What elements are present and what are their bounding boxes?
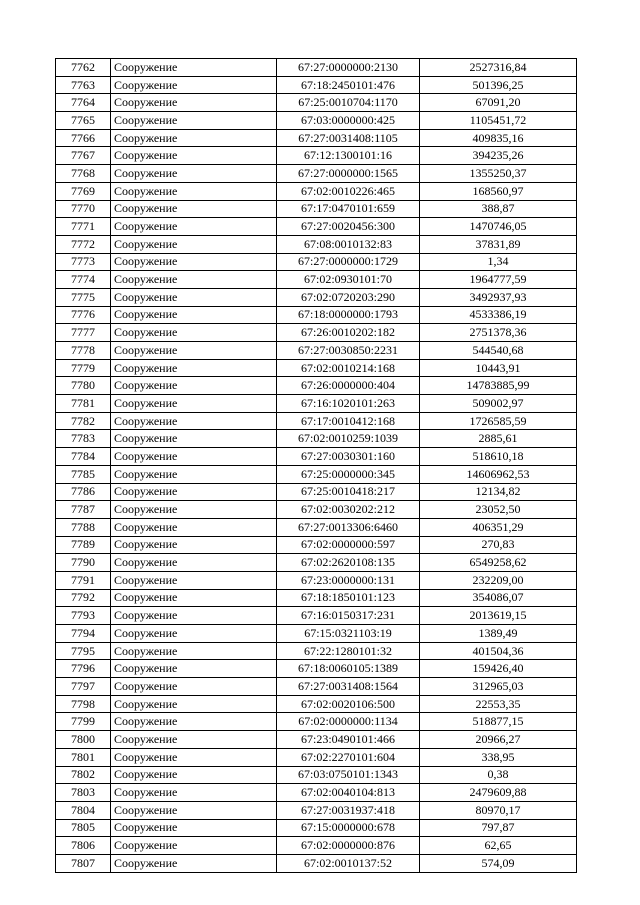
row-number-cell: 7803 bbox=[56, 784, 111, 802]
cadastral-number-cell: 67:27:0000000:1729 bbox=[277, 253, 420, 271]
cadastral-value-cell: 1355250,37 bbox=[420, 165, 577, 183]
row-number-cell: 7781 bbox=[56, 395, 111, 413]
object-type-cell: Сооружение bbox=[111, 784, 277, 802]
table-row bbox=[56, 94, 577, 112]
object-type-cell: Сооружение bbox=[111, 253, 277, 271]
object-type-cell: Сооружение bbox=[111, 200, 277, 218]
table-row bbox=[56, 253, 577, 271]
row-number-cell: 7768 bbox=[56, 165, 111, 183]
cadastral-value-cell: 409835,16 bbox=[420, 129, 577, 147]
cadastral-value-cell: 1,34 bbox=[420, 253, 577, 271]
cadastral-value-cell: 2013619,15 bbox=[420, 607, 577, 625]
cadastral-value-cell: 574,09 bbox=[420, 854, 577, 872]
cadastral-value-cell: 1389,49 bbox=[420, 625, 577, 643]
cadastral-number-cell: 67:02:0720203:290 bbox=[277, 288, 420, 306]
cadastral-value-cell: 501396,25 bbox=[420, 76, 577, 94]
object-type-cell: Сооружение bbox=[111, 571, 277, 589]
row-number-cell: 7775 bbox=[56, 288, 111, 306]
row-number-cell: 7772 bbox=[56, 235, 111, 253]
table-row bbox=[56, 748, 577, 766]
table-row bbox=[56, 536, 577, 554]
row-number-cell: 7791 bbox=[56, 571, 111, 589]
object-type-cell: Сооружение bbox=[111, 748, 277, 766]
table-row bbox=[56, 218, 577, 236]
cadastral-value-cell: 67091,20 bbox=[420, 94, 577, 112]
row-number-cell: 7779 bbox=[56, 359, 111, 377]
cadastral-number-cell: 67:02:0040104:813 bbox=[277, 784, 420, 802]
cadastral-value-cell: 4533386,19 bbox=[420, 306, 577, 324]
row-number-cell: 7793 bbox=[56, 607, 111, 625]
cadastral-number-cell: 67:22:1280101:32 bbox=[277, 642, 420, 660]
table-row bbox=[56, 377, 577, 395]
row-number-cell: 7804 bbox=[56, 801, 111, 819]
cadastral-number-cell: 67:17:0470101:659 bbox=[277, 200, 420, 218]
row-number-cell: 7770 bbox=[56, 200, 111, 218]
cadastral-number-cell: 67:12:1300101:16 bbox=[277, 147, 420, 165]
cadastral-value-cell: 159426,40 bbox=[420, 660, 577, 678]
object-type-cell: Сооружение bbox=[111, 501, 277, 519]
cadastral-value-cell: 518877,15 bbox=[420, 713, 577, 731]
object-type-cell: Сооружение bbox=[111, 766, 277, 784]
object-type-cell: Сооружение bbox=[111, 165, 277, 183]
row-number-cell: 7794 bbox=[56, 625, 111, 643]
object-type-cell: Сооружение bbox=[111, 129, 277, 147]
row-number-cell: 7806 bbox=[56, 837, 111, 855]
cadastral-number-cell: 67:18:0060105:1389 bbox=[277, 660, 420, 678]
object-type-cell: Сооружение bbox=[111, 642, 277, 660]
object-type-cell: Сооружение bbox=[111, 660, 277, 678]
object-type-cell: Сооружение bbox=[111, 271, 277, 289]
object-type-cell: Сооружение bbox=[111, 94, 277, 112]
table-row bbox=[56, 731, 577, 749]
cadastral-number-cell: 67:02:0930101:70 bbox=[277, 271, 420, 289]
object-type-cell: Сооружение bbox=[111, 713, 277, 731]
object-type-cell: Сооружение bbox=[111, 235, 277, 253]
row-number-cell: 7788 bbox=[56, 518, 111, 536]
cadastral-value-cell: 518610,18 bbox=[420, 448, 577, 466]
row-number-cell: 7792 bbox=[56, 589, 111, 607]
object-type-cell: Сооружение bbox=[111, 306, 277, 324]
cadastral-number-cell: 67:25:0000000:345 bbox=[277, 465, 420, 483]
cadastral-value-cell: 2527316,84 bbox=[420, 59, 577, 77]
table-row bbox=[56, 678, 577, 696]
table-row bbox=[56, 235, 577, 253]
row-number-cell: 7767 bbox=[56, 147, 111, 165]
cadastral-value-cell: 3492937,93 bbox=[420, 288, 577, 306]
cadastral-number-cell: 67:17:0010412:168 bbox=[277, 412, 420, 430]
cadastral-value-cell: 1726585,59 bbox=[420, 412, 577, 430]
object-type-cell: Сооружение bbox=[111, 554, 277, 572]
cadastral-value-cell: 37831,89 bbox=[420, 235, 577, 253]
row-number-cell: 7797 bbox=[56, 678, 111, 696]
table-row bbox=[56, 501, 577, 519]
row-number-cell: 7807 bbox=[56, 854, 111, 872]
table-row bbox=[56, 412, 577, 430]
cadastral-number-cell: 67:27:0000000:2130 bbox=[277, 59, 420, 77]
object-type-cell: Сооружение bbox=[111, 854, 277, 872]
cadastral-number-cell: 67:18:0000000:1793 bbox=[277, 306, 420, 324]
row-number-cell: 7795 bbox=[56, 642, 111, 660]
object-type-cell: Сооружение bbox=[111, 342, 277, 360]
cadastral-number-cell: 67:27:0013306:6460 bbox=[277, 518, 420, 536]
cadastral-value-cell: 12134,82 bbox=[420, 483, 577, 501]
object-type-cell: Сооружение bbox=[111, 147, 277, 165]
table-row bbox=[56, 182, 577, 200]
table-row bbox=[56, 59, 577, 77]
row-number-cell: 7805 bbox=[56, 819, 111, 837]
cadastral-value-cell: 544540,68 bbox=[420, 342, 577, 360]
row-number-cell: 7771 bbox=[56, 218, 111, 236]
row-number-cell: 7774 bbox=[56, 271, 111, 289]
row-number-cell: 7782 bbox=[56, 412, 111, 430]
object-type-cell: Сооружение bbox=[111, 288, 277, 306]
table-row bbox=[56, 395, 577, 413]
object-type-cell: Сооружение bbox=[111, 695, 277, 713]
cadastral-value-cell: 354086,07 bbox=[420, 589, 577, 607]
cadastral-value-cell: 22553,35 bbox=[420, 695, 577, 713]
row-number-cell: 7796 bbox=[56, 660, 111, 678]
cadastral-number-cell: 67:02:0010137:52 bbox=[277, 854, 420, 872]
table-row bbox=[56, 589, 577, 607]
table-row bbox=[56, 76, 577, 94]
cadastral-number-cell: 67:23:0000000:131 bbox=[277, 571, 420, 589]
cadastral-value-cell: 1105451,72 bbox=[420, 112, 577, 130]
cadastral-number-cell: 67:02:0030202:212 bbox=[277, 501, 420, 519]
cadastral-number-cell: 67:27:0030850:2231 bbox=[277, 342, 420, 360]
object-type-cell: Сооружение bbox=[111, 678, 277, 696]
cadastral-number-cell: 67:27:0020456:300 bbox=[277, 218, 420, 236]
cadastral-number-cell: 67:18:2450101:476 bbox=[277, 76, 420, 94]
table-row bbox=[56, 625, 577, 643]
table-row bbox=[56, 642, 577, 660]
cadastral-number-cell: 67:15:0321103:19 bbox=[277, 625, 420, 643]
cadastral-value-cell: 168560,97 bbox=[420, 182, 577, 200]
cadastral-value-cell: 270,83 bbox=[420, 536, 577, 554]
cadastral-value-cell: 797,87 bbox=[420, 819, 577, 837]
cadastral-number-cell: 67:27:0031408:1564 bbox=[277, 678, 420, 696]
cadastral-value-cell: 2885,61 bbox=[420, 430, 577, 448]
table-row bbox=[56, 607, 577, 625]
cadastral-number-cell: 67:03:0000000:425 bbox=[277, 112, 420, 130]
object-type-cell: Сооружение bbox=[111, 430, 277, 448]
cadastral-value-cell: 406351,29 bbox=[420, 518, 577, 536]
row-number-cell: 7790 bbox=[56, 554, 111, 572]
cadastral-value-cell: 401504,36 bbox=[420, 642, 577, 660]
cadastral-value-cell: 232209,00 bbox=[420, 571, 577, 589]
table-row bbox=[56, 465, 577, 483]
table-row bbox=[56, 165, 577, 183]
cadastral-value-cell: 509002,97 bbox=[420, 395, 577, 413]
cadastral-value-cell: 2751378,36 bbox=[420, 324, 577, 342]
object-type-cell: Сооружение bbox=[111, 448, 277, 466]
row-number-cell: 7784 bbox=[56, 448, 111, 466]
cadastral-number-cell: 67:27:0030301:160 bbox=[277, 448, 420, 466]
object-type-cell: Сооружение bbox=[111, 518, 277, 536]
table-row bbox=[56, 200, 577, 218]
object-type-cell: Сооружение bbox=[111, 607, 277, 625]
table-row bbox=[56, 324, 577, 342]
cadastral-number-cell: 67:25:0010418:217 bbox=[277, 483, 420, 501]
cadastral-number-cell: 67:02:0010214:168 bbox=[277, 359, 420, 377]
table-row bbox=[56, 766, 577, 784]
object-type-cell: Сооружение bbox=[111, 731, 277, 749]
cadastral-number-cell: 67:15:0000000:678 bbox=[277, 819, 420, 837]
object-type-cell: Сооружение bbox=[111, 837, 277, 855]
cadastral-number-cell: 67:26:0010202:182 bbox=[277, 324, 420, 342]
object-type-cell: Сооружение bbox=[111, 359, 277, 377]
object-type-cell: Сооружение bbox=[111, 801, 277, 819]
row-number-cell: 7764 bbox=[56, 94, 111, 112]
table-row bbox=[56, 571, 577, 589]
table-row bbox=[56, 854, 577, 872]
row-number-cell: 7776 bbox=[56, 306, 111, 324]
table-row bbox=[56, 359, 577, 377]
object-type-cell: Сооружение bbox=[111, 182, 277, 200]
row-number-cell: 7780 bbox=[56, 377, 111, 395]
row-number-cell: 7762 bbox=[56, 59, 111, 77]
table-row bbox=[56, 147, 577, 165]
cadastral-value-cell: 1470746,05 bbox=[420, 218, 577, 236]
cadastral-number-cell: 67:02:2270101:604 bbox=[277, 748, 420, 766]
row-number-cell: 7769 bbox=[56, 182, 111, 200]
cadastral-value-table bbox=[55, 58, 577, 873]
row-number-cell: 7778 bbox=[56, 342, 111, 360]
row-number-cell: 7785 bbox=[56, 465, 111, 483]
row-number-cell: 7798 bbox=[56, 695, 111, 713]
table-row bbox=[56, 306, 577, 324]
object-type-cell: Сооружение bbox=[111, 377, 277, 395]
cadastral-number-cell: 67:02:0010259:1039 bbox=[277, 430, 420, 448]
table-row bbox=[56, 288, 577, 306]
cadastral-number-cell: 67:08:0010132:83 bbox=[277, 235, 420, 253]
row-number-cell: 7766 bbox=[56, 129, 111, 147]
table-row bbox=[56, 837, 577, 855]
cadastral-value-cell: 62,65 bbox=[420, 837, 577, 855]
cadastral-number-cell: 67:02:0000000:1134 bbox=[277, 713, 420, 731]
cadastral-value-cell: 388,87 bbox=[420, 200, 577, 218]
cadastral-number-cell: 67:16:0150317:231 bbox=[277, 607, 420, 625]
cadastral-value-cell: 23052,50 bbox=[420, 501, 577, 519]
table-row bbox=[56, 713, 577, 731]
table-row bbox=[56, 784, 577, 802]
cadastral-value-cell: 80970,17 bbox=[420, 801, 577, 819]
cadastral-number-cell: 67:03:0750101:1343 bbox=[277, 766, 420, 784]
cadastral-number-cell: 67:02:0000000:597 bbox=[277, 536, 420, 554]
table-row bbox=[56, 112, 577, 130]
row-number-cell: 7802 bbox=[56, 766, 111, 784]
table-row bbox=[56, 554, 577, 572]
cadastral-value-cell: 394235,26 bbox=[420, 147, 577, 165]
cadastral-value-cell: 0,38 bbox=[420, 766, 577, 784]
object-type-cell: Сооружение bbox=[111, 218, 277, 236]
table-body bbox=[56, 59, 577, 873]
cadastral-number-cell: 67:02:0020106:500 bbox=[277, 695, 420, 713]
row-number-cell: 7789 bbox=[56, 536, 111, 554]
cadastral-number-cell: 67:02:0010226:465 bbox=[277, 182, 420, 200]
table-row bbox=[56, 430, 577, 448]
object-type-cell: Сооружение bbox=[111, 395, 277, 413]
cadastral-number-cell: 67:25:0010704:1170 bbox=[277, 94, 420, 112]
object-type-cell: Сооружение bbox=[111, 112, 277, 130]
table-row bbox=[56, 483, 577, 501]
cadastral-value-cell: 10443,91 bbox=[420, 359, 577, 377]
cadastral-value-cell: 14783885,99 bbox=[420, 377, 577, 395]
table-row bbox=[56, 342, 577, 360]
object-type-cell: Сооружение bbox=[111, 324, 277, 342]
table-row bbox=[56, 801, 577, 819]
cadastral-number-cell: 67:18:1850101:123 bbox=[277, 589, 420, 607]
cadastral-value-cell: 6549258,62 bbox=[420, 554, 577, 572]
cadastral-value-cell: 14606962,53 bbox=[420, 465, 577, 483]
object-type-cell: Сооружение bbox=[111, 625, 277, 643]
cadastral-value-cell: 338,95 bbox=[420, 748, 577, 766]
table-row bbox=[56, 518, 577, 536]
table-row bbox=[56, 660, 577, 678]
table-row bbox=[56, 129, 577, 147]
cadastral-number-cell: 67:27:0000000:1565 bbox=[277, 165, 420, 183]
cadastral-value-cell: 2479609,88 bbox=[420, 784, 577, 802]
row-number-cell: 7763 bbox=[56, 76, 111, 94]
cadastral-number-cell: 67:23:0490101:466 bbox=[277, 731, 420, 749]
object-type-cell: Сооружение bbox=[111, 59, 277, 77]
row-number-cell: 7773 bbox=[56, 253, 111, 271]
cadastral-number-cell: 67:02:0000000:876 bbox=[277, 837, 420, 855]
row-number-cell: 7800 bbox=[56, 731, 111, 749]
cadastral-value-cell: 1964777,59 bbox=[420, 271, 577, 289]
cadastral-number-cell: 67:02:2620108:135 bbox=[277, 554, 420, 572]
row-number-cell: 7765 bbox=[56, 112, 111, 130]
object-type-cell: Сооружение bbox=[111, 465, 277, 483]
object-type-cell: Сооружение bbox=[111, 819, 277, 837]
cadastral-number-cell: 67:26:0000000:404 bbox=[277, 377, 420, 395]
table-row bbox=[56, 271, 577, 289]
row-number-cell: 7801 bbox=[56, 748, 111, 766]
object-type-cell: Сооружение bbox=[111, 76, 277, 94]
cadastral-number-cell: 67:27:0031408:1105 bbox=[277, 129, 420, 147]
row-number-cell: 7786 bbox=[56, 483, 111, 501]
row-number-cell: 7777 bbox=[56, 324, 111, 342]
object-type-cell: Сооружение bbox=[111, 589, 277, 607]
object-type-cell: Сооружение bbox=[111, 536, 277, 554]
table-row bbox=[56, 448, 577, 466]
cadastral-number-cell: 67:27:0031937:418 bbox=[277, 801, 420, 819]
cadastral-number-cell: 67:16:1020101:263 bbox=[277, 395, 420, 413]
row-number-cell: 7799 bbox=[56, 713, 111, 731]
cadastral-value-cell: 20966,27 bbox=[420, 731, 577, 749]
cadastral-value-cell: 312965,03 bbox=[420, 678, 577, 696]
table-row bbox=[56, 819, 577, 837]
object-type-cell: Сооружение bbox=[111, 483, 277, 501]
row-number-cell: 7783 bbox=[56, 430, 111, 448]
table-row bbox=[56, 695, 577, 713]
row-number-cell: 7787 bbox=[56, 501, 111, 519]
object-type-cell: Сооружение bbox=[111, 412, 277, 430]
